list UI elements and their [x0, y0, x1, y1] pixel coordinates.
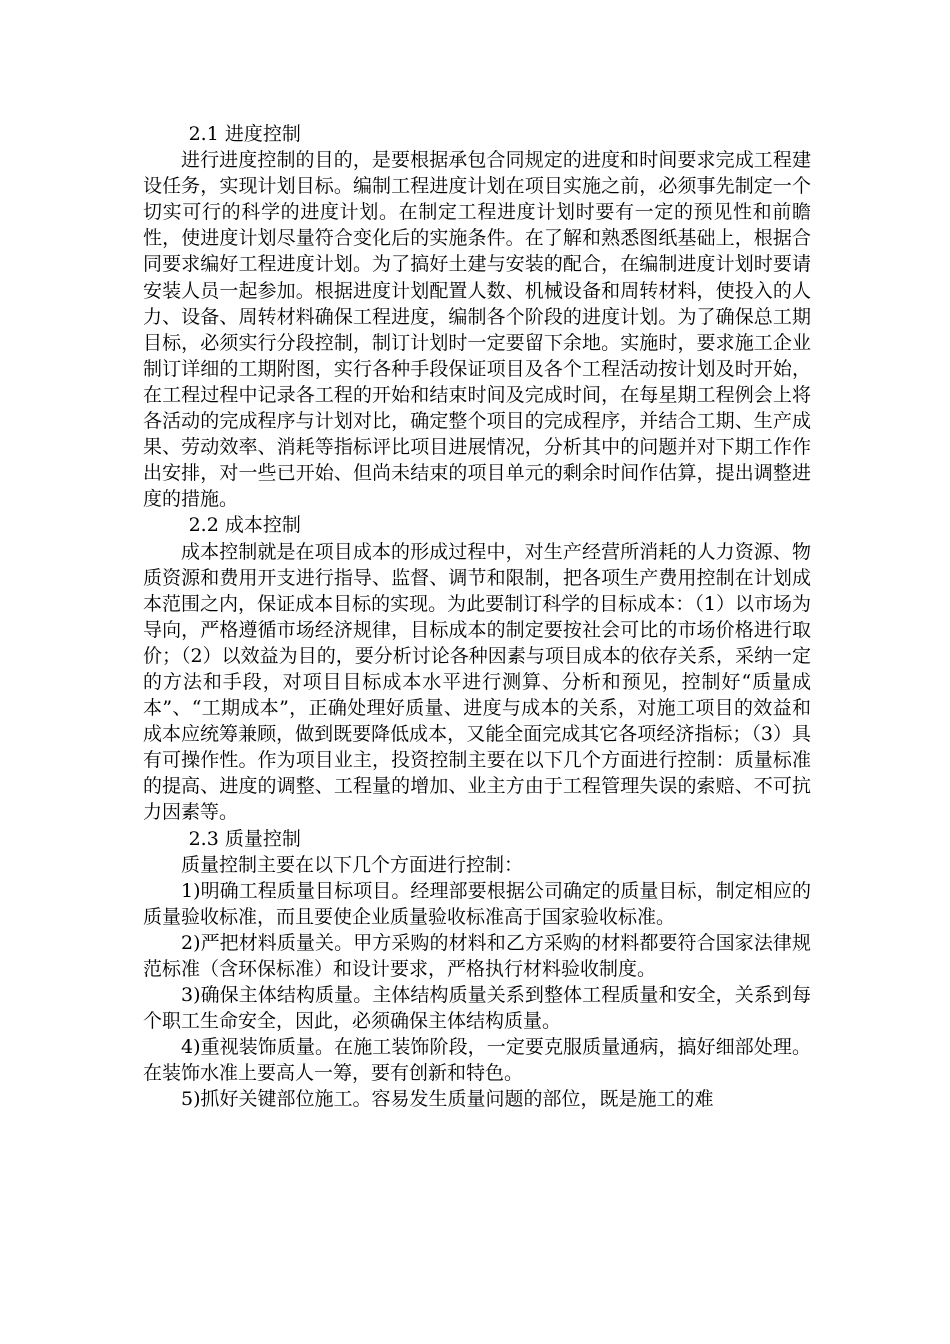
paragraph-quality-item-5: 5)抓好关键部位施工。容易发生质量问题的部位，既是施工的难 — [181, 1088, 714, 1111]
section-heading-2-2: 2.2 成本控制 — [188, 514, 301, 537]
paragraph-quality-item-2: 2)严把材料质量关。甲方采购的材料和乙方采购的材料都要符合国家法律规范标准（含环保标准）和设计要求，严格执行材料验收制度。 — [143, 931, 811, 980]
paragraph-cost-control: 成本控制就是在项目成本的形成过程中，对生产经营所消耗的人力资源、物质资源和费用开支进行指导、监督、调节和限制，把各项生产费用控制在计划成本范围之内，保证成本目标的实现。为此要制订科学的目标成本：（1）以市场为导向，严格遵循市场经济规律，目标成本的制定要按社会可比的市场价格进行取价；（2）以效益为目的，要分析讨论各种因素与项目成本的依存关系，采纳一定的方法和手段，对项目目标成本水平进行测算、分析和预见，控制好“质量成本”、“工期成本”，正确处理好质量、进度与成本的关系，对施工项目的效益和成本应统筹兼顾，做到既要降低成本，又能全面完成其它各项经济指标；（3）具有可操作性。作为项目业主，投资控制主要在以下几个方面进行控制：质量标准的提高、进度的调整、工程量的增加、业主方由于工程管理失误的索赔、不可抗力因素等。 — [143, 540, 811, 824]
section-heading-2-1: 2.1 进度控制 — [188, 123, 301, 145]
paragraph-quality-item-3: 3)确保主体结构质量。主体结构质量关系到整体工程质量和安全，关系到每个职工生命安全，因此，必须确保主体结构质量。 — [143, 984, 811, 1033]
paragraph-quality-intro: 质量控制主要在以下几个方面进行控制： — [181, 853, 524, 876]
paragraph-quality-item-4: 4)重视装饰质量。在施工装饰阶段，一定要克服质量通病，搞好细部处理。在装饰水准上要高人一筹，要有创新和特色。 — [143, 1036, 811, 1085]
paragraph-quality-item-1: 1)明确工程质量目标项目。经理部要根据公司确定的质量目标，制定相应的质量验收标准，而且要使企业质量验收标准高于国家验收标准。 — [143, 879, 811, 928]
paragraph-progress-control: 进行进度控制的目的，是要根据承包合同规定的进度和时间要求完成工程建设任务，实现计划目标。编制工程进度计划在项目实施之前，必须事先制定一个切实可行的科学的进度计划。在制定工程进度计划时要有一定的预见性和前瞻性，使进度计划尽量符合变化后的实施条件。在了解和熟悉图纸基础上，根据合同要求编好工程进度计划。为了搞好土建与安装的配合，在编制进度计划时要请安装人员一起参加。根据进度计划配置人数、机械设备和周转材料，使投入的人力、设备、周转材料确保工程进度，编制各个阶段的进度计划。为了确保总工期目标，必须实行分段控制，制订计划时一定要留下余地。实施时，要求施工企业制订详细的工期附图，实行各种手段保证项目及各个工程活动按计划及时开始，在工程过程中记录各工程的开始和结束时间及完成时间，在每星期工程例会上将各活动的完成程序与计划对比，确定整个项目的完成程序，并结合工期、生产成果、劳动效率、消耗等指标评比项目进展情况，分析其中的问题并对下期工作作出安排，对一些已开始、但尚未结束的项目单元的剩余时间作估算，提出调整进度的措施。 — [143, 149, 811, 511]
section-heading-2-3: 2.3 质量控制 — [188, 827, 301, 850]
document-page — [143, 121, 811, 1113]
